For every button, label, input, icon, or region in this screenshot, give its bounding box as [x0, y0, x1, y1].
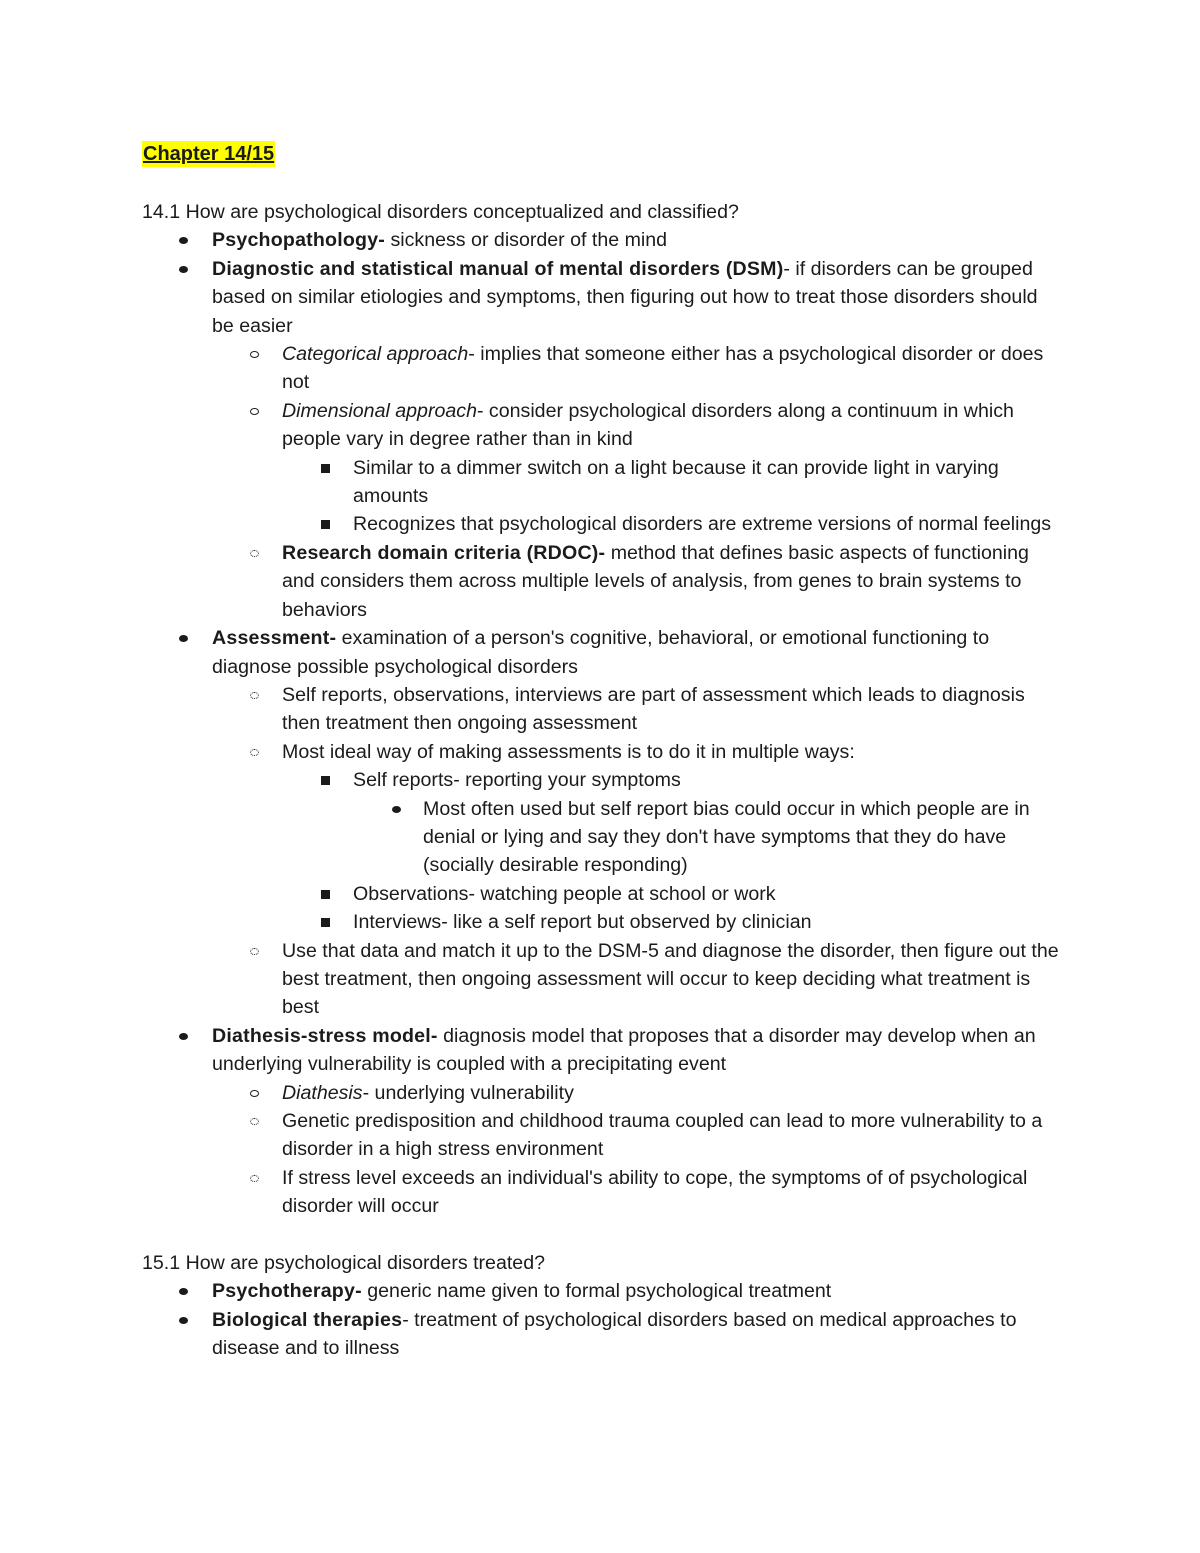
self-report-bias-text: Most often used but self report bias could occur in which people are in denial or lying and say they don't have symptoms that they do have (socially desirable responding): [423, 797, 1030, 877]
bullet-disc-icon: [392, 806, 401, 813]
definition-diathesis-stress: diagnosis model that proposes that a disorder may develop when an underlying vulnerability is coupled with a precipitating event: [212, 1024, 1036, 1076]
chapter-title: Chapter 14/15: [143, 143, 275, 165]
diathesis-point-1: Genetic predisposition and childhood trauma coupled can lead to more vulnerability to a disorder in a high stress environment: [282, 1110, 1043, 1161]
definition-dsm: - if disorders can be grouped based on similar etiologies and symptoms, then figuring out how to treat those disorders should be easier: [212, 257, 1038, 337]
list-item-biological-therapies: [142, 1306, 1062, 1363]
definition-biological-therapies: - treatment of psychological disorders based on medical approaches to disease and to illness: [212, 1308, 1017, 1360]
bullet-circle-icon: [250, 1090, 259, 1097]
list-item-diathesis-point-2: [142, 1164, 1062, 1221]
bullet-disc-icon: [179, 635, 188, 642]
bullet-disc-icon: [179, 1317, 188, 1324]
term-diathesis-stress: Diathesis-stress model-: [212, 1024, 438, 1047]
definition-assessment: examination of a person's cognitive, behavioral, or emotional functioning to diagnose possible psychological disorders: [212, 627, 990, 678]
interviews-text: Interviews- like a self report but observed by clinician: [353, 911, 812, 934]
section-14-1-list: [142, 226, 1062, 1220]
list-item-dimensional: [142, 397, 1062, 454]
bullet-disc-icon: [179, 266, 188, 273]
definition-diathesis: - underlying vulnerability: [362, 1081, 574, 1104]
list-item-interviews: [142, 908, 1062, 936]
list-item-dsm: [142, 255, 1062, 340]
list-item-categorical: [142, 340, 1062, 397]
bullet-dotted-circle-icon: [250, 1118, 259, 1125]
term-dimensional: Dimensional approach: [282, 399, 477, 422]
assessment-point-2: Most ideal way of making assessments is to do it in multiple ways:: [282, 740, 855, 763]
bullet-dotted-circle-icon: [250, 948, 259, 955]
term-biological-therapies: Biological therapies: [212, 1308, 403, 1331]
term-dsm: Diagnostic and statistical manual of mental disorders (DSM): [212, 257, 784, 280]
term-psychotherapy: Psychotherapy-: [212, 1280, 362, 1303]
list-item-psychopathology: [142, 226, 1062, 254]
bullet-dotted-circle-icon: [250, 550, 259, 557]
definition-rdoc: method that defines basic aspects of functioning and considers them across multiple levels of analysis, from genes to brain systems to behaviors: [282, 541, 1029, 621]
list-item-psychotherapy: [142, 1277, 1062, 1305]
bullet-circle-icon: [250, 351, 259, 358]
notes-body: [142, 198, 1062, 1363]
point-extreme-versions: Recognizes that psychological disorders are extreme versions of normal feelings: [353, 513, 1052, 536]
observations-text: Observations- watching people at school or work: [353, 882, 776, 905]
bullet-dotted-circle-icon: [250, 1175, 259, 1182]
definition-psychotherapy: generic name given to formal psychological treatment: [361, 1280, 832, 1303]
list-item-observations: [142, 880, 1062, 908]
list-item-dimmer: [142, 454, 1062, 511]
bullet-disc-icon: [179, 1033, 188, 1040]
term-diathesis: Diathesis: [282, 1081, 363, 1104]
list-item-diathesis: [142, 1079, 1062, 1107]
term-categorical: Categorical approach: [282, 343, 469, 366]
diathesis-point-2: If stress level exceeds an individual's ability to cope, the symptoms of of psychological disorder will occur: [282, 1166, 1028, 1218]
section-heading-15-1: 15.1 How are psychological disorders treated?: [142, 1252, 545, 1275]
list-item-self-report-bias: [142, 795, 1062, 880]
section-spacer: [142, 1221, 1062, 1249]
assessment-point-3: Use that data and match it up to the DSM-5 and diagnose the disorder, then figure out the best treatment, then ongoing assessment will occur to keep deciding what treatment is best: [282, 939, 1059, 1019]
list-item-diathesis-point-1: [142, 1107, 1062, 1164]
list-item-extreme-versions: [142, 510, 1062, 538]
bullet-dotted-circle-icon: [250, 749, 259, 756]
assessment-point-1: Self reports, observations, interviews are part of assessment which leads to diagnosis then treatment then ongoing assessment: [282, 683, 1025, 735]
list-item-diathesis-stress: [142, 1022, 1062, 1079]
bullet-square-icon: [321, 890, 330, 899]
list-item-assessment-point-1: [142, 681, 1062, 738]
term-psychopathology: Psychopathology-: [212, 229, 386, 252]
bullet-square-icon: [321, 464, 330, 473]
term-assessment: Assessment-: [212, 627, 337, 650]
list-item-assessment-point-3: [142, 937, 1062, 1022]
bullet-disc-icon: [179, 1288, 188, 1295]
term-rdoc: Research domain criteria (RDOC)-: [282, 541, 606, 564]
definition-categorical: - implies that someone either has a psychological disorder or does not: [282, 343, 1044, 394]
bullet-circle-icon: [250, 408, 259, 415]
section-heading-14-1: 14.1 How are psychological disorders conceptualized and classified?: [142, 201, 739, 223]
definition-dimensional: - consider psychological disorders along a continuum in which people vary in degree rather than in kind: [282, 399, 1014, 451]
section-15-1-list: [142, 1277, 1062, 1362]
bullet-dotted-circle-icon: [250, 692, 259, 699]
list-item-assessment: [142, 624, 1062, 681]
point-dimmer: Similar to a dimmer switch on a light because it can provide light in varying amounts: [353, 456, 999, 508]
self-reports-text: Self reports- reporting your symptoms: [353, 769, 681, 792]
list-item-self-reports: [142, 766, 1062, 794]
bullet-square-icon: [321, 520, 330, 529]
definition-psychopathology: sickness or disorder of the mind: [385, 229, 668, 252]
list-item-assessment-point-2: [142, 738, 1062, 766]
bullet-square-icon: [321, 918, 330, 927]
bullet-square-icon: [321, 776, 330, 785]
bullet-disc-icon: [179, 237, 188, 244]
list-item-rdoc: [142, 539, 1062, 624]
